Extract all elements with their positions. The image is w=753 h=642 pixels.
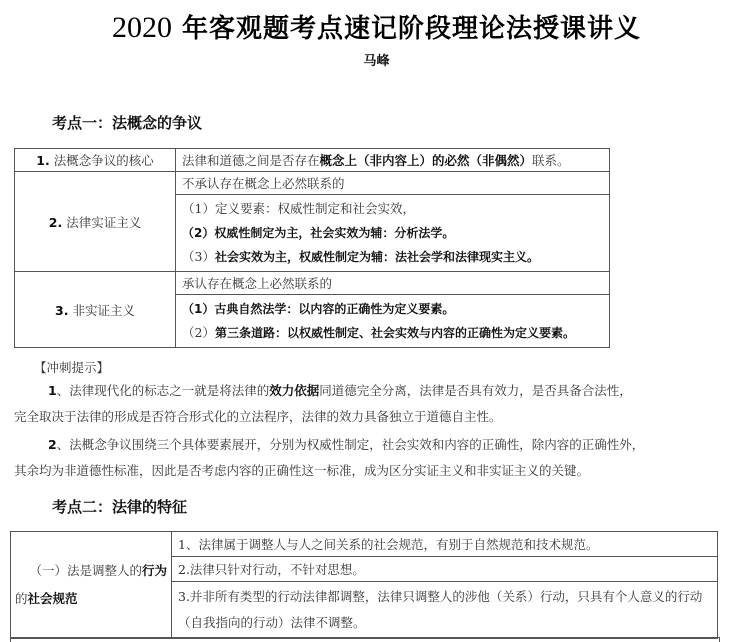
section-heading-1: 考点一：法概念的争议 (52, 114, 203, 132)
paragraph-line: 其余均为非道德性标准，因此是否考虑内容的正确性这一标准，成为区分实证主义和非实证主义的关键。 (14, 463, 590, 478)
list-prefix: （2） (182, 325, 215, 340)
title-text: 年客观题考点速记阶段理论法授课讲义 (171, 14, 642, 44)
tip-paragraph-1 (14, 378, 729, 430)
row-number: 1. (36, 153, 50, 168)
label-line (15, 585, 167, 613)
tip-label: 【冲刺提示】 (34, 360, 110, 375)
content-text: 法律和道德之间是否存在 (182, 153, 320, 168)
document-title (0, 8, 753, 45)
content-text: 联系。 (532, 153, 570, 168)
title-year: 2020 (111, 11, 172, 44)
row-intro: 承认存在概念上必然联系的 (176, 272, 610, 295)
label-text: 的 (15, 591, 28, 606)
row-content (176, 149, 610, 172)
table-row (15, 272, 610, 295)
label-line (15, 557, 167, 585)
paragraph-line: 完全取决于法律的形成是否符合形式化的立法程序，法律的效力具备独立于道德自主性。 (14, 409, 502, 424)
paragraph-text: 同道德完全分离，法律是否具有效力，是否具备合法性， (319, 383, 632, 398)
paragraph-text: 、法概念争议围绕三个具体要素展开，分别为权威性制定，社会实效和内容的正确性，除内容的正确性外， (56, 437, 645, 452)
row-label-text: 法概念争议的核心 (49, 153, 154, 168)
row-number: 3. (55, 302, 69, 318)
row-number: 2. (48, 214, 63, 230)
list-item: （2）权威性制定为主，社会实效为辅：分析法学。 (182, 226, 455, 240)
list-item: （1）定义要素：权威性制定和社会实效， (182, 201, 415, 216)
row-label-text: 法律实证主义 (62, 214, 142, 230)
content-bold: 概念上（非内容上）的必然（非偶然） (319, 153, 533, 168)
row-intro: 不承认存在概念上必然联系的 (176, 172, 610, 195)
list-item (182, 321, 603, 345)
list-prefix: （3） (182, 249, 215, 264)
row-label (15, 272, 176, 348)
paragraph-line (14, 432, 729, 458)
label-bold: 行为 (141, 563, 167, 578)
paragraph-bold: 效力依据 (269, 383, 320, 398)
table-row (15, 149, 610, 172)
author-name: 马峰 (363, 54, 390, 69)
label-text: （一）法是调整人的 (29, 563, 142, 578)
paragraph-text: 、法律现代化的标志之一就是将法律的 (56, 383, 270, 398)
row-items (176, 295, 610, 348)
label-bold: 社会规范 (27, 591, 78, 606)
paragraph-number: 1 (48, 383, 57, 398)
feature-item: 3.并非所有类型的行动法律都调整，法律只调整人的涉他（关系）行动，只具有个人意义的行动（自我指向的行动）法律不调整。 (172, 582, 718, 639)
table-row (15, 172, 610, 195)
list-text: 社会实效为主，权威性制定为辅：法社会学和法律现实主义。 (214, 250, 539, 264)
feature-item: 2.法律只针对行动，不针对思想。 (172, 557, 718, 582)
row-label-text: 非实证主义 (68, 302, 135, 318)
row-label (11, 532, 172, 639)
law-features-table (10, 531, 718, 639)
paragraph-line (14, 378, 729, 404)
row-label (15, 149, 176, 172)
tip-paragraph-2 (14, 432, 729, 484)
row-label (15, 172, 176, 272)
table-next-row-edge (10, 637, 720, 642)
list-text: 第三条道路：以权威性制定、社会实效与内容的正确性为定义要素。 (214, 326, 575, 340)
paragraph-number: 2 (48, 437, 57, 452)
section-heading-2: 考点二：法律的特征 (52, 498, 188, 516)
table-row (11, 532, 718, 557)
feature-item: 1、法律属于调整人与人之间关系的社会规范，有别于自然规范和技术规范。 (172, 532, 718, 557)
concept-dispute-table (14, 148, 610, 348)
list-item: （1）古典自然法学：以内容的正确性为定义要素。 (182, 302, 455, 316)
list-item (182, 245, 603, 269)
row-items (176, 195, 610, 272)
